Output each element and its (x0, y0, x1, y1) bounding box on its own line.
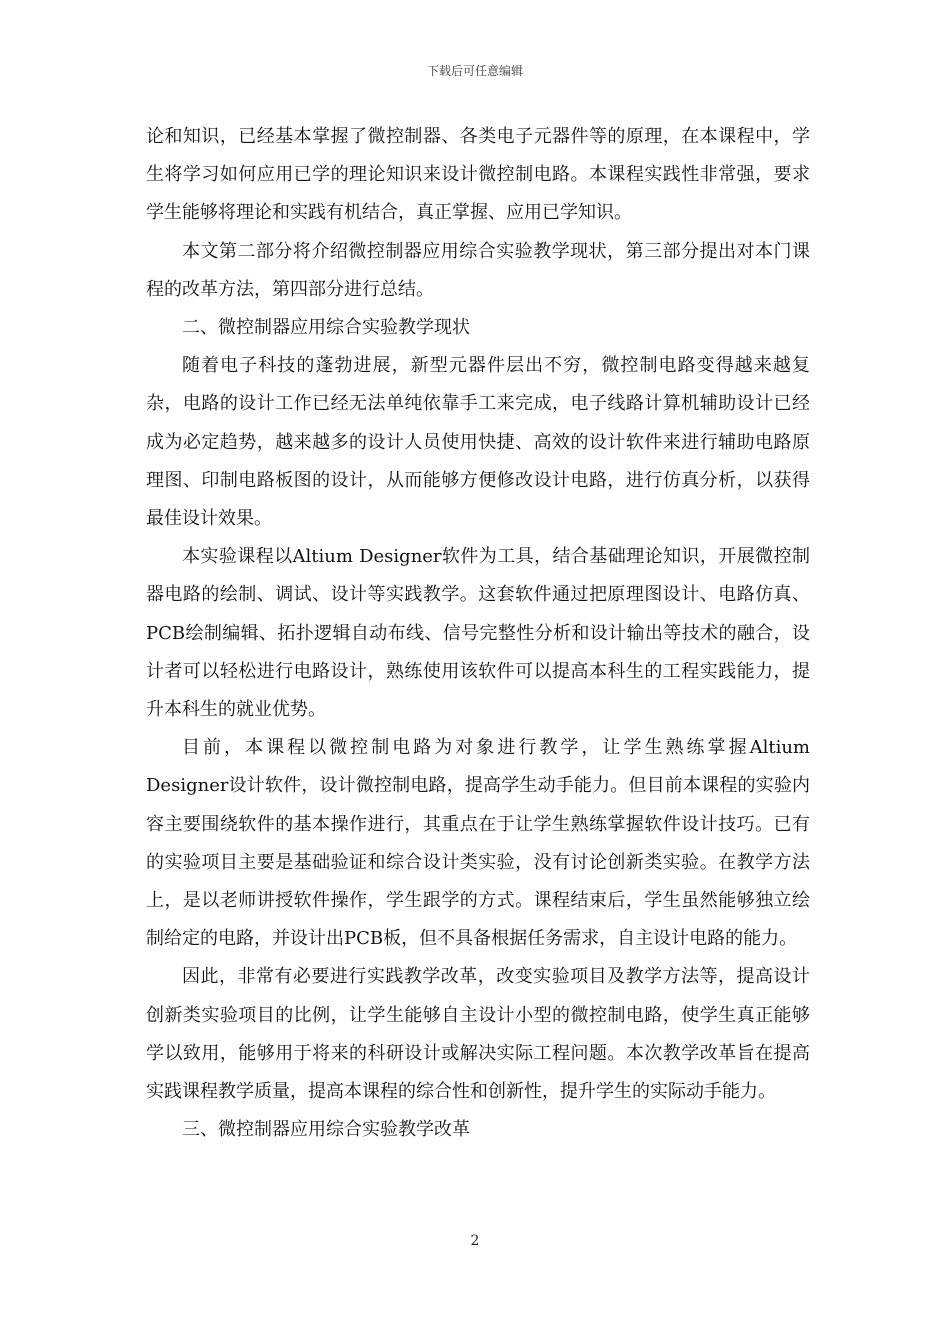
section-heading-3: 三、微控制器应用综合实验教学改革 (182, 1119, 470, 1141)
paragraph-5: 目前，本课程以微控制电路为对象进行教学，让学生熟练掌握Altium Designer设计软件，设计微控制电路，提高学生动手能力。但目前本课程的实验内容主要围绕软件的基本操作进行，其重点在于让学生熟练掌握软件设计技巧。已有的实验项目主要是基础验证和综合设计类实验，没有讨论创新类实验。在教学方法上，是以老师讲授软件操作，学生跟学的方式。课程结束后，学生虽然能够独立绘制给定的电路，并设计出PCB板，但不具备根据任务需求，自主设计电路的能力。 (146, 737, 810, 950)
paragraph-4: 本实验课程以Altium Designer软件为工具，结合基础理论知识，开展微控制器电路的绘制、调试、设计等实践教学。这套软件通过把原理图设计、电路仿真、PCB绘制编辑、拓扑逻辑自动布线、信号完整性分析和设计输出等技术的融合，设计者可以轻松进行电路设计，熟练使用该软件可以提高本科生的工程实践能力，提升本科生的就业优势。 (146, 546, 810, 721)
paragraph-1: 论和知识，已经基本掌握了微控制器、各类电子元器件等的原理，在本课程中，学生将学习如何应用已学的理论知识来设计微控制电路。本课程实践性非常强，要求学生能够将理论和实践有机结合，真正掌握、应用已学知识。 (146, 126, 810, 224)
page-header: 下载后可任意编辑 (426, 64, 523, 78)
paragraph-2: 本文第二部分将介绍微控制器应用综合实验教学现状，第三部分提出对本门课程的改革方法，第四部分进行总结。 (146, 240, 810, 300)
section-heading-2: 二、微控制器应用综合实验教学现状 (182, 317, 470, 339)
page-number: 2 (470, 1233, 480, 1249)
body-text (146, 118, 810, 1149)
paragraph-6: 因此，非常有必要进行实践教学改革，改变实验项目及教学方法等，提高设计创新类实验项目的比例，让学生能够自主设计小型的微控制电路，使学生真正能够学以致用，能够用于将来的科研设计或解决实际工程问题。本次教学改革旨在提高实践课程教学质量，提高本课程的综合性和创新性，提升学生的实际动手能力。 (146, 966, 810, 1103)
paragraph-3: 随着电子科技的蓬勃进展，新型元器件层出不穷，微控制电路变得越来越复杂，电路的设计工作已经无法单纯依靠手工来完成，电子线路计算机辅助设计已经成为必定趋势，越来越多的设计人员使用快捷、高效的设计软件来进行辅助电路原理图、印制电路板图的设计，从而能够方便修改设计电路，进行仿真分析，以获得最佳设计效果。 (146, 355, 810, 530)
